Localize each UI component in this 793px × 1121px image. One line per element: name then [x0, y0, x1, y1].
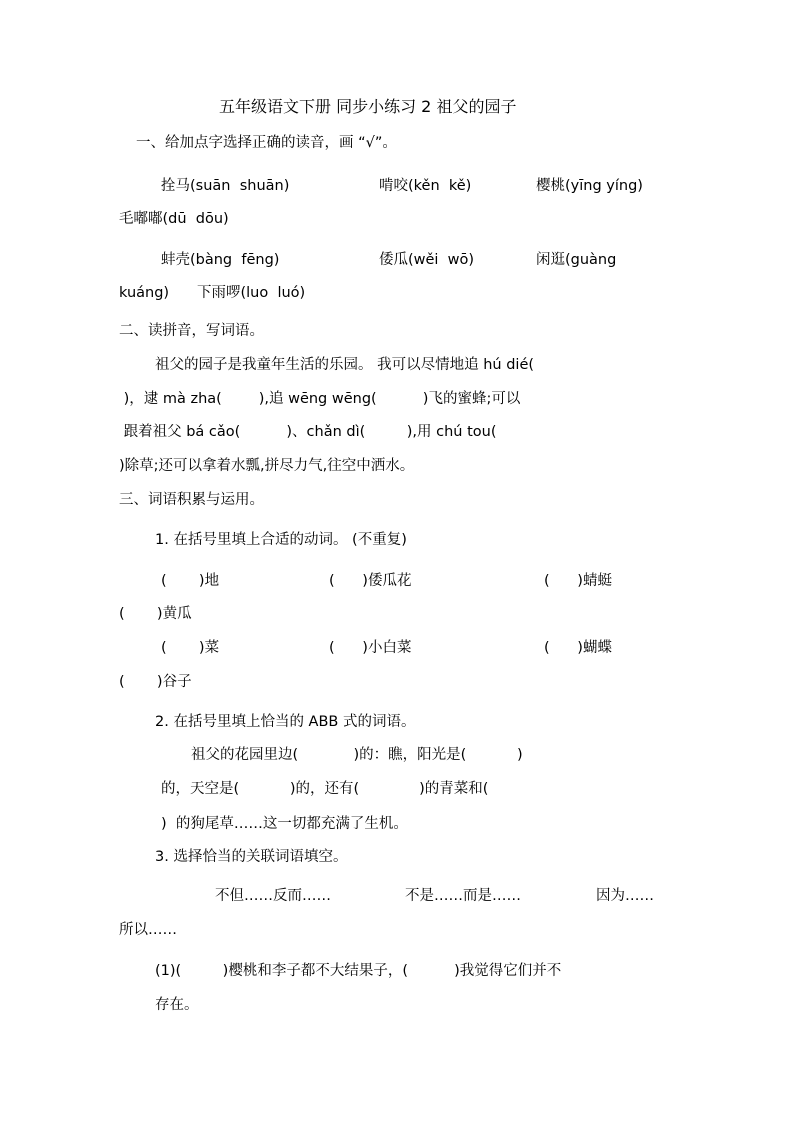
verb-blank: ( )小白菜 [329, 640, 412, 656]
conjunction-option: 不是……而是…… [405, 888, 521, 904]
section-2-heading: 二、读拼音，写词语。 [119, 323, 264, 339]
pinyin-choice: 樱桃(yīng yíng) [536, 178, 643, 194]
verb-blank: ( )菜 [161, 640, 220, 656]
question-3-item-1: 存在。 [155, 997, 199, 1013]
pinyin-choice: 毛嘟嘟(dū dōu) [119, 211, 229, 227]
abb-passage-line: ) 的狗尾草……这一切都充满了生机。 [161, 816, 408, 832]
pinyin-choice: 拴马(suān shuān) [161, 178, 290, 194]
verb-blank: ( )黄瓜 [119, 606, 192, 622]
section-3-heading: 三、词语积累与运用。 [119, 492, 264, 508]
question-2-prompt: 2. 在括号里填上恰当的 ABB 式的词语。 [155, 714, 416, 730]
verb-blank: ( )蝴蝶 [544, 640, 612, 656]
pinyin-passage-line: )除草;还可以拿着水瓢,拼尽力气,往空中洒水。 [119, 458, 415, 474]
pinyin-choice: kuáng) [119, 285, 170, 301]
pinyin-choice: 蚌壳(bàng fēng) [161, 252, 280, 268]
section-1-heading: 一、给加点字选择正确的读音，画 “√”。 [136, 135, 397, 151]
pinyin-passage-line: 祖父的园子是我童年生活的乐园。 我可以尽情地追 hú dié( [155, 357, 535, 373]
pinyin-choice: 倭瓜(wěi wō) [379, 252, 475, 268]
page-title: 五年级语文下册 同步小练习 2 祖父的园子 [219, 97, 517, 116]
pinyin-passage-line: 跟着祖父 bá cǎo( )、chǎn dì( ),用 chú tou( [119, 424, 497, 440]
conjunction-option: 因为…… [596, 888, 654, 904]
question-3-item-1: (1)( )樱桃和李子都不大结果子，( )我觉得它们并不 [155, 963, 562, 979]
conjunction-option: 不但……反而…… [215, 888, 331, 904]
pinyin-choice: 下雨啰(luo luó) [197, 285, 306, 301]
question-3-prompt: 3. 选择恰当的关联词语填空。 [155, 849, 348, 865]
conjunction-option: 所以…… [119, 922, 177, 938]
pinyin-choice: 闲逛(guàng [536, 252, 617, 268]
pinyin-passage-line: )，逮 mà zha( ),追 wēng wēng( )飞的蜜蜂;可以 [119, 391, 521, 407]
pinyin-choice: 啃咬(kěn kě) [379, 178, 472, 194]
question-1-prompt: 1. 在括号里填上合适的动词。 (不重复) [155, 532, 407, 548]
verb-blank: ( )地 [161, 573, 220, 589]
verb-blank: ( )倭瓜花 [329, 573, 412, 589]
abb-passage-line: 祖父的花园里边( )的：瞧，阳光是( ) [191, 747, 523, 763]
abb-passage-line: 的，天空是( )的，还有( )的青菜和( [161, 781, 489, 797]
verb-blank: ( )蜻蜓 [544, 573, 612, 589]
verb-blank: ( )谷子 [119, 674, 192, 690]
